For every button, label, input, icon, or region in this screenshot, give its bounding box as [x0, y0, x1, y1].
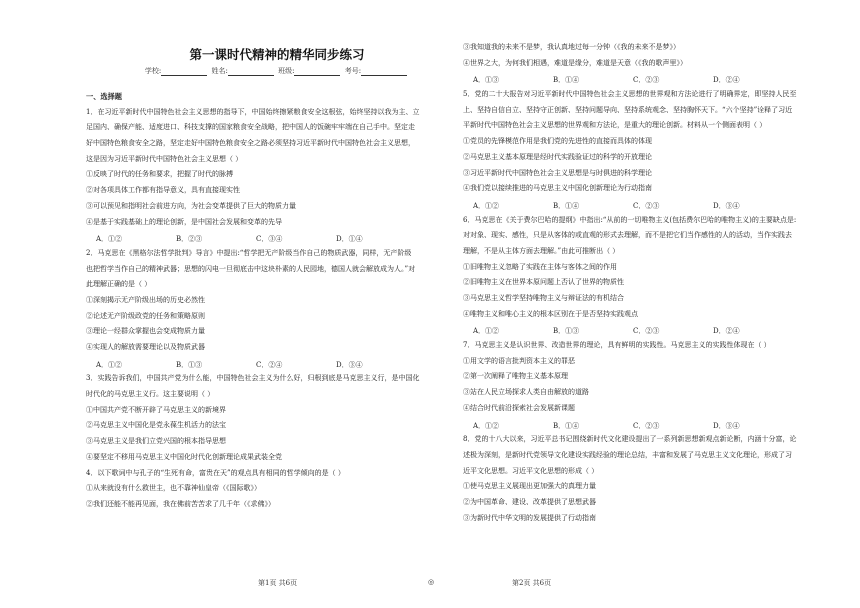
question-statement: ③马克思主义是我们立党兴国的根本指导思想 — [86, 437, 226, 446]
answer-option[interactable]: D．①④ — [336, 235, 363, 244]
answer-option[interactable]: B．①④ — [553, 201, 580, 210]
question-statement: ①用文学的语言批判资本主义的罪恶 — [463, 356, 575, 365]
answer-option[interactable]: D．③④ — [713, 201, 740, 210]
answer-option[interactable]: D．②④ — [713, 327, 740, 336]
right-column — [463, 40, 845, 526]
question-statement: ①使马克思主义展现出更加强大的真理力量 — [463, 482, 596, 491]
page-title: 第一课时代精神的精华同步练习 — [189, 47, 365, 62]
question-statement: ③可以预见和指明社会前进方向，为社会变革提供了巨大的物质力量 — [86, 201, 296, 210]
page-number-right: 第2页 共6页 — [512, 579, 552, 587]
page-number-left: 第1页 共6页 — [258, 579, 298, 587]
question-statement: ②对各项具体工作都有指导意义，具有直接现实性 — [86, 186, 240, 195]
question-statement: ②我们还能不能再见面，我在佛前苦苦求了几千年（《求佛》） — [86, 499, 275, 508]
answer-option[interactable]: B．①④ — [553, 76, 580, 85]
question-text: 此理解正确的是（ ） — [86, 280, 152, 289]
answer-option[interactable]: C．②③ — [633, 421, 660, 430]
question-statement: ②论述无产阶级政党的任务和策略原则 — [86, 311, 205, 320]
student-field-label: 姓名: — [211, 67, 228, 75]
question-text: 时代化的马克思主义行。这主要说明（ ） — [86, 390, 215, 399]
answer-option[interactable]: B．①④ — [553, 421, 580, 430]
question-text: 这是因为习近平新时代中国特色社会主义思想（ ） — [86, 154, 243, 163]
question-stem: 3．实践告诉我们，中国共产党为什么能，中国特色社会主义为什么好，归根到底是马克思主义行，是中国化 — [86, 374, 420, 383]
answer-option[interactable]: A．①② — [473, 201, 500, 210]
answer-option[interactable]: C．②④ — [256, 360, 283, 369]
question-statement: ①党员的先锋模范作用是我们党的先进性的直接而具体的体现 — [463, 137, 652, 146]
question-statement: ②为中国革命、建设、改革提供了思想武器 — [463, 497, 596, 506]
answer-options — [463, 322, 845, 338]
answer-option[interactable]: A．①② — [473, 327, 500, 336]
student-field-blank[interactable] — [161, 68, 207, 76]
answer-options — [463, 417, 845, 433]
question-stem: 4．以下歌词中与孔子的“生死有命，富贵在天”的观点具有相同的哲学倾向的是（ ） — [86, 468, 345, 477]
question-stem: 1．在习近平新时代中国特色社会主义思想的指导下，中国始终擦紧粮食安全这根弦，始终坚持以我为主、立 — [86, 107, 420, 116]
question-statement: ①深刻揭示无产阶级出场的历史必然性 — [86, 295, 205, 304]
answer-option[interactable]: C．②③ — [633, 76, 660, 85]
question-statement: ①中国共产党不断开辟了马克思主义的新境界 — [86, 405, 226, 414]
answer-options — [86, 230, 468, 246]
question-statement: ③习近平新时代中国特色社会主义思想是与时俱进的科学理论 — [463, 168, 652, 177]
question-statement: ④要坚定不移用马克思主义中国化时代化创新理论成果武装全党 — [86, 452, 282, 461]
question-statement: ④唯物主义和唯心主义的根本区别在于是否坚持实践观点 — [463, 309, 638, 318]
page-divider-mark: ◎ — [428, 578, 435, 586]
student-field-label: 班级: — [278, 67, 295, 75]
question-statement: ②马克思主义基本原理是经时代实践验证过的科学的开放理论 — [463, 152, 652, 161]
question-statement: ①旧唯物主义忽略了实践在主体与客体之间的作用 — [463, 262, 617, 271]
question-stem: 8．党的十八大以来，习近平总书记围绕新时代文化建设提出了一系列新思想新观点新论断，内涵十分富，论 — [463, 435, 797, 444]
question-statement: ③理论一经群众掌握也会变成物质力量 — [86, 327, 205, 336]
question-statement: ②旧唯物主义在世界本原问题上否认了世界的物质性 — [463, 278, 624, 287]
question-text: 好中国特色粮食安全之路，坚定走好中国特色粮食安全之路必须坚持习近平新时代中国特色社会主义思想， — [86, 139, 415, 148]
answer-option[interactable]: C．②③ — [633, 201, 660, 210]
answer-option[interactable]: A．①② — [96, 235, 123, 244]
answer-options — [463, 197, 845, 213]
question-statement: ③马克思主义哲学坚持唯物主义与辩证法的有机结合 — [463, 294, 624, 302]
answer-option[interactable]: D．②④ — [713, 76, 740, 85]
answer-option[interactable]: B．②③ — [176, 235, 203, 244]
question-stem: 6．马克思在《关于费尔巴哈的提纲》中指出:“从前的一切唯物主义(包括费尔巴哈的唯物主义)的主要缺点是: — [463, 215, 797, 224]
question-stem: 7．马克思主义是认识世界、改造世界的理论，具有鲜明的实践性。马克思主义的实践性体现在（ ） — [463, 341, 771, 350]
answer-option[interactable]: A．①② — [96, 360, 123, 369]
student-info-line — [86, 66, 468, 76]
student-field-blank[interactable] — [294, 68, 340, 76]
question-statement: ③为新时代中华文明的发展提供了行动指南 — [463, 513, 596, 522]
question-statement: ④实现人的解放需要理论以及物质武器 — [86, 343, 205, 351]
answer-option[interactable]: A．①② — [473, 421, 500, 430]
question-text: 上、坚持自信自立、坚持守正创新、坚持问题导向、坚持系统观念、坚持胸怀天下。“六个坚持”诠释了习近 — [463, 105, 793, 114]
answer-option[interactable]: D．③④ — [336, 360, 363, 369]
answer-option[interactable]: B．①③ — [553, 327, 580, 336]
question-text: 理解，不是从主体方面去理解。”由此可推断出（ ） — [463, 246, 620, 255]
question-statement: ②第一次阐释了唯物主义基本原理 — [463, 372, 568, 381]
question-statement: ③站在人民立场探求人类自由解放的道路 — [463, 388, 589, 397]
question-statement: ④是基于实践基础上的理论创新，是中国社会发展和变革的先导 — [86, 217, 282, 226]
student-field-label: 考号: — [344, 67, 362, 75]
question-statement: ④世界之大，为何我们相遇，难道是缘分，难道是天意（《我的歌声里》） — [463, 58, 687, 67]
answer-options — [463, 71, 845, 87]
question-text: 也把哲学当作自己的精神武器；思想的闪电一旦彻底击中这块朴素的人民园地，德国人就会解放成为人。”对 — [86, 264, 416, 273]
answer-option[interactable]: C．③④ — [256, 235, 283, 244]
left-column — [86, 89, 468, 513]
student-field-blank[interactable] — [228, 68, 274, 76]
question-text: 平新时代中国特色社会主义思想的世界观和方法论，是重大的理论创新。材料从一个侧面表明（ ） — [463, 121, 767, 130]
section-heading: 一、选择题 — [86, 92, 122, 101]
question-text: 述极为深刻，是新时代党领导文化建设实践经验的理论总结，丰富和发展了马克思主义文化理论，形成了习 — [463, 450, 792, 459]
question-text: 近平文化思想。习近平文化思想的形成（ ） — [463, 466, 599, 475]
student-field-label: 学校: — [144, 67, 162, 75]
question-statement: ②马克思主义中国化是党永葆生机活力的法宝 — [86, 421, 226, 430]
question-statement: ③我知道我的未来不是梦，我认真地过每一分钟（《我的未来不是梦》） — [463, 43, 680, 51]
answer-option[interactable]: D．③④ — [713, 421, 740, 430]
question-text: 足国内、确保产能、适度进口、科技支撑的国家粮食安全战略，把中国人的饭碗牢牢端在自己手中。坚定走 — [86, 123, 415, 132]
question-statement: ①从来就没有什么救世主，也不靠神仙皇帝（《国际歌》） — [86, 484, 261, 493]
question-stem: 2．马克思在《黑格尔法哲学批判》导言》中提出:“哲学把无产阶级当作自己的物质武器，同样，无产阶级 — [86, 248, 412, 257]
question-stem: 5．党的二十大报告对习近平新时代中国特色社会主义思想的世界观和方法论进行了明确界定，即坚持人民至 — [463, 90, 797, 99]
question-statement: ①反映了时代的任务和要求，把握了时代的脉搏 — [86, 170, 233, 179]
answer-option[interactable]: A．①③ — [473, 76, 500, 85]
answer-option[interactable]: B．①③ — [176, 360, 203, 369]
question-text: 对对象、现实、感性，只是从客体的或直观的形式去理解，而不是把它们当作感性的人的活动，当作实践去 — [463, 231, 792, 240]
question-statement: ④结合时代前沿探索社会发展新课题 — [463, 403, 575, 412]
question-statement: ④我们党以接续推进的马克思主义中国化创新理论为行动指南 — [463, 184, 652, 193]
answer-options — [86, 356, 468, 372]
student-field-blank[interactable] — [361, 68, 407, 76]
answer-option[interactable]: C．②③ — [633, 327, 660, 336]
